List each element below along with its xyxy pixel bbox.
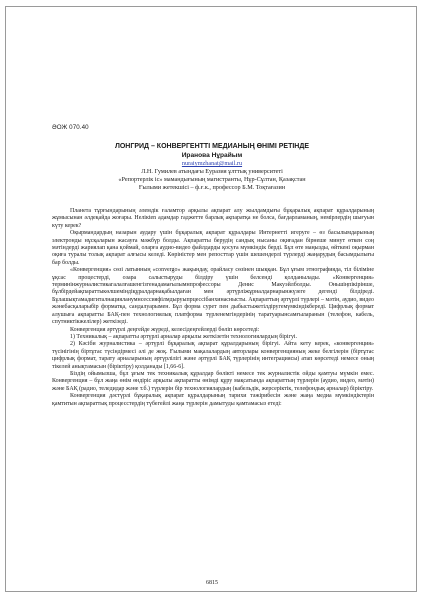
affiliation-university: Л.Н. Гумилев атындағы Еуразия ұлттық университеті [141, 168, 283, 175]
author-name: Иранова Нұрайым [181, 152, 243, 159]
paragraph: «Конвергенция» сөзі латынның «convergo» жақындау, орайласу сөзінен шыққан. Бұл ұғым этнографияда, тіл біліміне ұқсас процестерді, озара салыстыруды білдіру үшін белсенді қолданылады. «Конвергенция» терминінжурналистикагалалғашенгізгенадамағылымнпрофессоры Денис Макуэйлболды. Оньшіңпікірінше, бұлбірдейақпараттыкөлшеміндіқұралдарнақабылдаған мен әртүрліжұрналдарнарынжүзеге дегенді білдіреді. Бұлашықтамадигиталнацияланумнсессияфілмдыруыпрцессібанхинаснысты. Ақпараттың әртүрлі түрлері – мәтін, аудио, видео жәнебасқаларыбір форматқа, сандалуарымен. Бұл форма сурет пен дыбыстыжетілдіругемүмкіндікбереді. Цифрлық формат алушыға ақпаратты БАҚ-пен технологиялық платформа түрленемгіндерінің таратуарынсамғыларанын (телефон, кабель, спутниктікжелілер) жеткізеді. [52, 267, 374, 326]
paragraph: 1) Техникалық – ақпаратты әртүрлі арналар арқылы жеткізетін технологиялардың бірігуі. [70, 333, 298, 340]
paragraph: Конвергенция әртүрлі деңгейде жүреді, келесідеңгейлерді бөліп көрсетеді: [70, 326, 260, 333]
affiliation-program: «Репортерлік іс» мамандығының магистранты, Нұр-Сұлтан, Қазақстан [118, 176, 306, 183]
paragraph: Конвергенция дәстүрлі бұқаралық ақпарат құралдарының тарихи тәжірибесін және жаңа медиа мүмкіндіктерін қамтитын ақпараттық процесстердің түбегейлі жаңа түрлерін дамытуды қамтамасыз етеді: [52, 393, 374, 407]
udc-code: ӘОЖ 070.40 [52, 124, 89, 131]
paragraph: 2) Кәсіби журналистика – әртүрлі бұқаралық ақпарат құралдарының бірігуі. Айта кету керек, «конвергенция» түсінігінің біртұтас түсіндірмесі әлі де жоқ. Ғылыми мақалалардың авторлары конвергенцияның жеке белгілерін (біртұтас цифрлық формат, тарату арналарының әртүрлілігі және әртүрлі БАҚ түрлерінің интеграциясы) атап көрсетеді немесе оның тікелей анықтамасын (біріктіру) қолданады [1,66-6]. [52, 341, 374, 370]
paragraph: Планета тұрғындарының әлемдік ғаламтор арқылы ақпарат алу жылдамдығы бұқаралық ақпарат құралдарының жұмысынан әлдеқайда жоғары. Нелікten адамдар гаджетте барлық ақпаратқа не болса, бағдарламаның, немірлердің шығуын күту керек? [52, 208, 374, 229]
paragraph: Біздің ойымызша, бұл ұғым тек техникалық құралдар бөлікті немесе тек журналистік ойды қамтуы мүмкін емес. Конвергенция – бұл жаңа өнім өндіріс арқылы ақпаратты өнімді құру мақсатында ақпараттың түрлерін (аудио, видео, мәтін) және БАҚ (радио, теледидар және т.б.) түрлерін бір технологиялардың (кабельдік, жерсеріктік, телефондық арналар) біріктіру. [52, 370, 374, 392]
paragraph: Оқырмандардың назарын аудару үшін бұқаралық ақпарат құралдары Интернетті игеруге – өз басылымдарының электронды нұсқаларын жасауға мәжбүр болды. Ақпаратты берудің сандық нысаны оқиғадан бірнеше минут өткен соң мәтіндерді жариялап қана қоймай, оларға аудио-видео файлдарды қосуға мүмкіндік берді. Бұл өте маңызды, өйткені оқырман оқиға туралы толық ақпарат алғысы келеді. Көріністер мен репосттар үшін шешендерлі түрлерді жаңарудың басымдылығы бар болды. [52, 230, 374, 266]
affiliation-supervisor: Ғылыми жетекшісі – ф.ғ.к., профессор Б.М. Тоқтағазин [138, 184, 286, 191]
article-body [52, 208, 374, 408]
page-number: 6815 [206, 580, 218, 586]
article-title: ЛОНГРИД – КОНВЕРГЕНТТІ МЕДИАНЫҢ ӨНІМІ РЕТІНДЕ [114, 143, 310, 150]
author-email-link[interactable]: nuraiymzhanat@mail.ru [181, 160, 243, 167]
